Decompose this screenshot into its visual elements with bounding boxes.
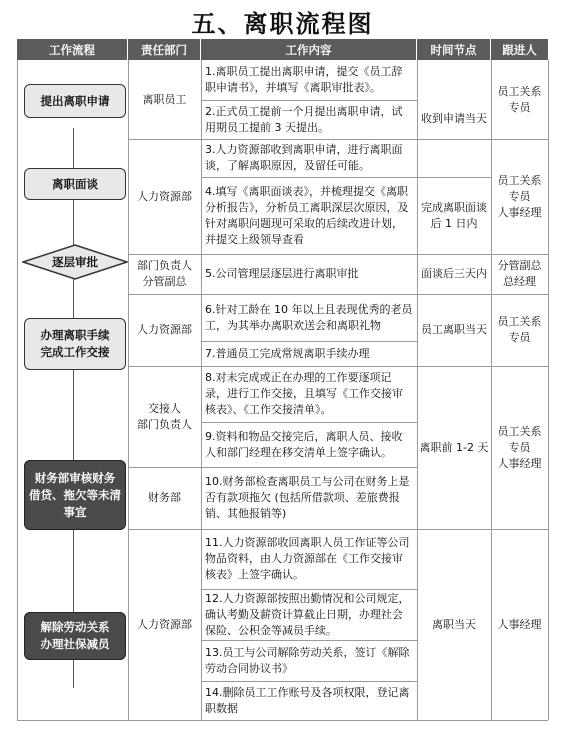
header-flow: 工作流程 (17, 39, 128, 60)
content-cell: 5.公司管理层逐层进行离职审批 (205, 267, 359, 280)
content-cell: 8.对未完成或正在办理的工作要逐项记录，进行工作交接，且填写《工作交接审核表》、《工作交接清单》。 (205, 371, 403, 416)
step-handover: 办理离职手续 完成工作交接 (24, 318, 126, 370)
content-cell: 9.资料和物品交接完后，离职人员、接收人和部门经理在移交清单上签字确认。 (205, 429, 403, 459)
step-submit-resignation: 提出离职申请 (24, 84, 126, 118)
time-cell: 面谈后三天内 (421, 267, 487, 280)
dept-cell: 财务部 (148, 491, 181, 504)
follower-cell: 人事经理 (497, 617, 542, 631)
content-cell: 6.针对工龄在 10 年以上且表现优秀的老员工，为其举办离职欢送会和离职礼物 (205, 302, 413, 332)
follower-cell: 员工关系 专员 人事经理 (497, 173, 542, 219)
content-cell: 13.员工与公司解除劳动关系，签订《解除劳动合同协议书》 (205, 645, 410, 675)
dept-cell: 人力资源部 (137, 617, 192, 631)
step-terminate-contract: 解除劳动关系 办理社保减员 (24, 612, 126, 660)
dept-cell: 人力资源部 (137, 323, 192, 336)
follower-cell: 员工关系 专员 (497, 84, 542, 114)
time-cell: 离职前 1-2 天 (419, 440, 489, 454)
content-cell: 1.离职员工提出离职申请，提交《员工辞职申请书》，并填写《离职审批表》。 (205, 65, 403, 94)
header-follower: 跟进人 (491, 39, 548, 60)
dept-cell: 人力资源部 (137, 189, 192, 203)
step-finance-review: 财务部审核财务 借贷、拖欠等未清 事宜 (24, 460, 126, 530)
step-approval: 逐层审批 (52, 255, 98, 269)
header-time: 时间节点 (417, 39, 491, 60)
time-cell: 收到申请当天 (421, 111, 487, 125)
follower-cell: 员工关系 专员 (497, 315, 542, 344)
content-cell: 12.人力资源部按照出勤情况和公司规定，确认考勤及薪资计算截止日期，办理社会保险、公积金等减员手续。 (205, 591, 410, 637)
header-content: 工作内容 (201, 39, 417, 60)
follower-cell: 员工关系 专员 人事经理 (497, 424, 542, 470)
follower-cell: 分管副总 总经理 (497, 259, 542, 288)
content-cell: 10.财务部检查离职员工与公司在财务上是否有款项拖欠 (包括所借款项、差旅费报销、其他报销等) (205, 475, 410, 520)
content-cell: 3.人力资源部收到离职申请，进行离职面谈，了解离职原因，及留任可能。 (205, 143, 403, 172)
time-cell: 离职当天 (432, 617, 476, 631)
time-cell: 员工离职当天 (421, 323, 487, 336)
step-approval-diamond (22, 244, 128, 280)
time-cell: 完成离职面谈后 1 日内 (421, 200, 487, 230)
dept-cell: 交接人 部门负责人 (137, 401, 192, 431)
page-title: 五、离职流程图 (191, 10, 374, 38)
content-cell: 11.人力资源部收回离职人员工作证等公司物品资料，由人力资源部在《工作交接审核表》上签字确认。 (205, 536, 410, 581)
content-cell: 7.普通员工完成常规离职手续办理 (205, 346, 370, 360)
dept-cell: 部门负责人 分管副总 (137, 259, 192, 288)
header-department: 责任部门 (128, 39, 201, 60)
step-exit-interview: 离职面谈 (24, 168, 126, 200)
dept-cell: 离职员工 (142, 92, 187, 106)
content-cell: 14.删除员工工作账号及各项权限，登记离职数据 (205, 685, 410, 715)
content-cell: 2.正式员工提前一个月提出离职申请，试用期员工提前 3 天提出。 (205, 104, 403, 134)
content-cell: 4.填写《离职面谈表》，并梳理提交《离职分析报告》，分析员工离职深层次原因，及针对离职问题现可采取的后续改进计划，并提交上级领导查看 (205, 184, 409, 246)
